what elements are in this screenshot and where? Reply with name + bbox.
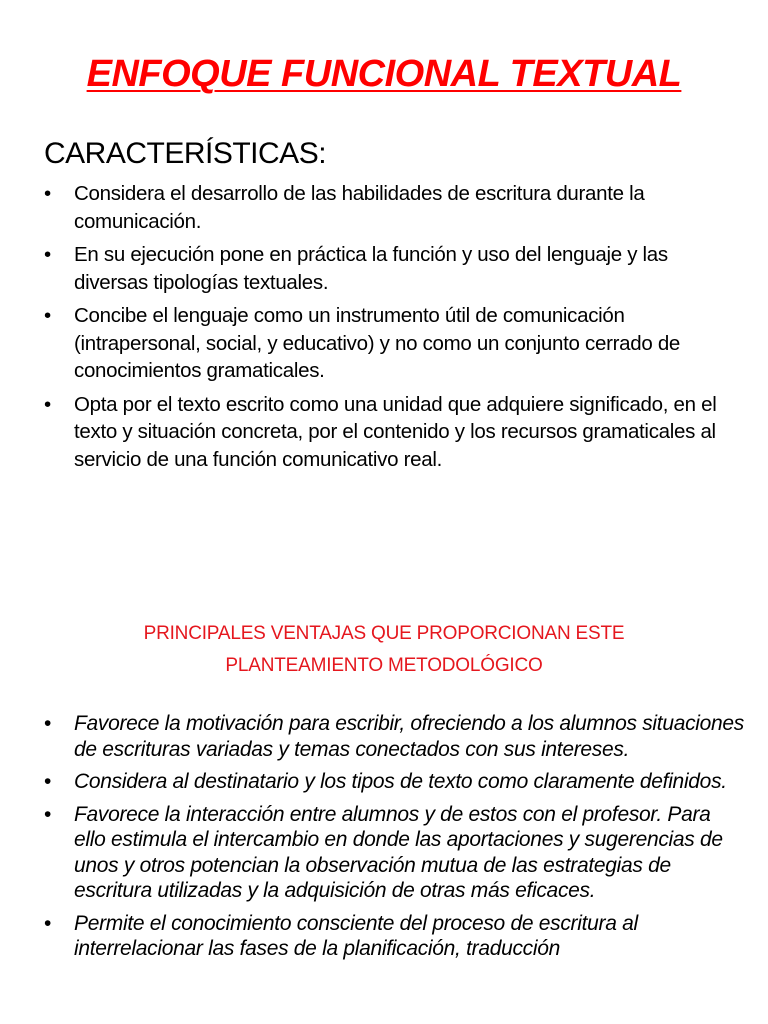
page-title: ENFOQUE FUNCIONAL TEXTUAL: [86, 53, 682, 95]
bullet-icon: •: [44, 182, 51, 205]
characteristics-list: [44, 180, 744, 479]
bullet-icon: •: [44, 802, 52, 826]
list-item-text: Favorece la interacción entre alumnos y de estos con el profesor. Para ello estimula el intercambio en donde las aportaciones y sugerencias de unos y otros potencian la observación mutua de las estrategias de escritura utilizadas y la adquisición de otras más eficaces.: [74, 802, 723, 902]
bullet-icon: •: [44, 304, 51, 327]
list-item-text: Favorece la motivación para escribir, ofreciendo a los alumnos situaciones de escrituras variadas y temas conectados con sus intereses.: [74, 712, 744, 761]
list-item: [44, 802, 744, 904]
bullet-icon: •: [44, 911, 52, 935]
list-item-text: Concibe el lenguaje como un instrumento útil de comunicación (intrapersonal, social, y educativo) y no como un conjunto cerrado de conocimientos gramaticales.: [74, 304, 681, 382]
advantages-heading-line-1: PRINCIPALES VENTAJAS QUE PROPORCIONAN ESTE: [143, 623, 625, 644]
list-item: [44, 711, 744, 762]
list-item-text: Opta por el texto escrito como una unidad que adquiere significado, en el texto y situación concreta, por el contenido y los recursos gramaticales al servicio de una función comunicativo real.: [74, 392, 717, 471]
list-item-text: En su ejecución pone en práctica la función y uso del lenguaje y las diversas tipologías textuales.: [74, 243, 668, 294]
list-item: [44, 241, 744, 296]
characteristics-heading: CARACTERÍSTICAS:: [44, 137, 327, 170]
bullet-icon: •: [44, 770, 52, 793]
advantages-heading-line-2: PLANTEAMIENTO METODOLÓGICO: [225, 655, 543, 676]
bullet-icon: •: [44, 392, 51, 416]
list-item: [44, 911, 744, 962]
bullet-icon: •: [44, 243, 51, 266]
list-item: [44, 180, 744, 235]
advantages-heading: [0, 618, 768, 682]
list-item-text: Considera al destinatario y los tipos de texto como claramente definidos.: [74, 770, 727, 793]
list-item: [44, 391, 744, 474]
list-item-text: Considera el desarrollo de las habilidades de escritura durante la comunicación.: [74, 182, 645, 233]
advantages-list: [44, 711, 744, 969]
bullet-icon: •: [44, 712, 52, 735]
list-item-text: Permite el conocimiento consciente del proceso de escritura al interrelacionar las fases de la planificación, traducción: [74, 911, 638, 960]
list-item: [44, 769, 744, 795]
list-item: [44, 302, 744, 385]
